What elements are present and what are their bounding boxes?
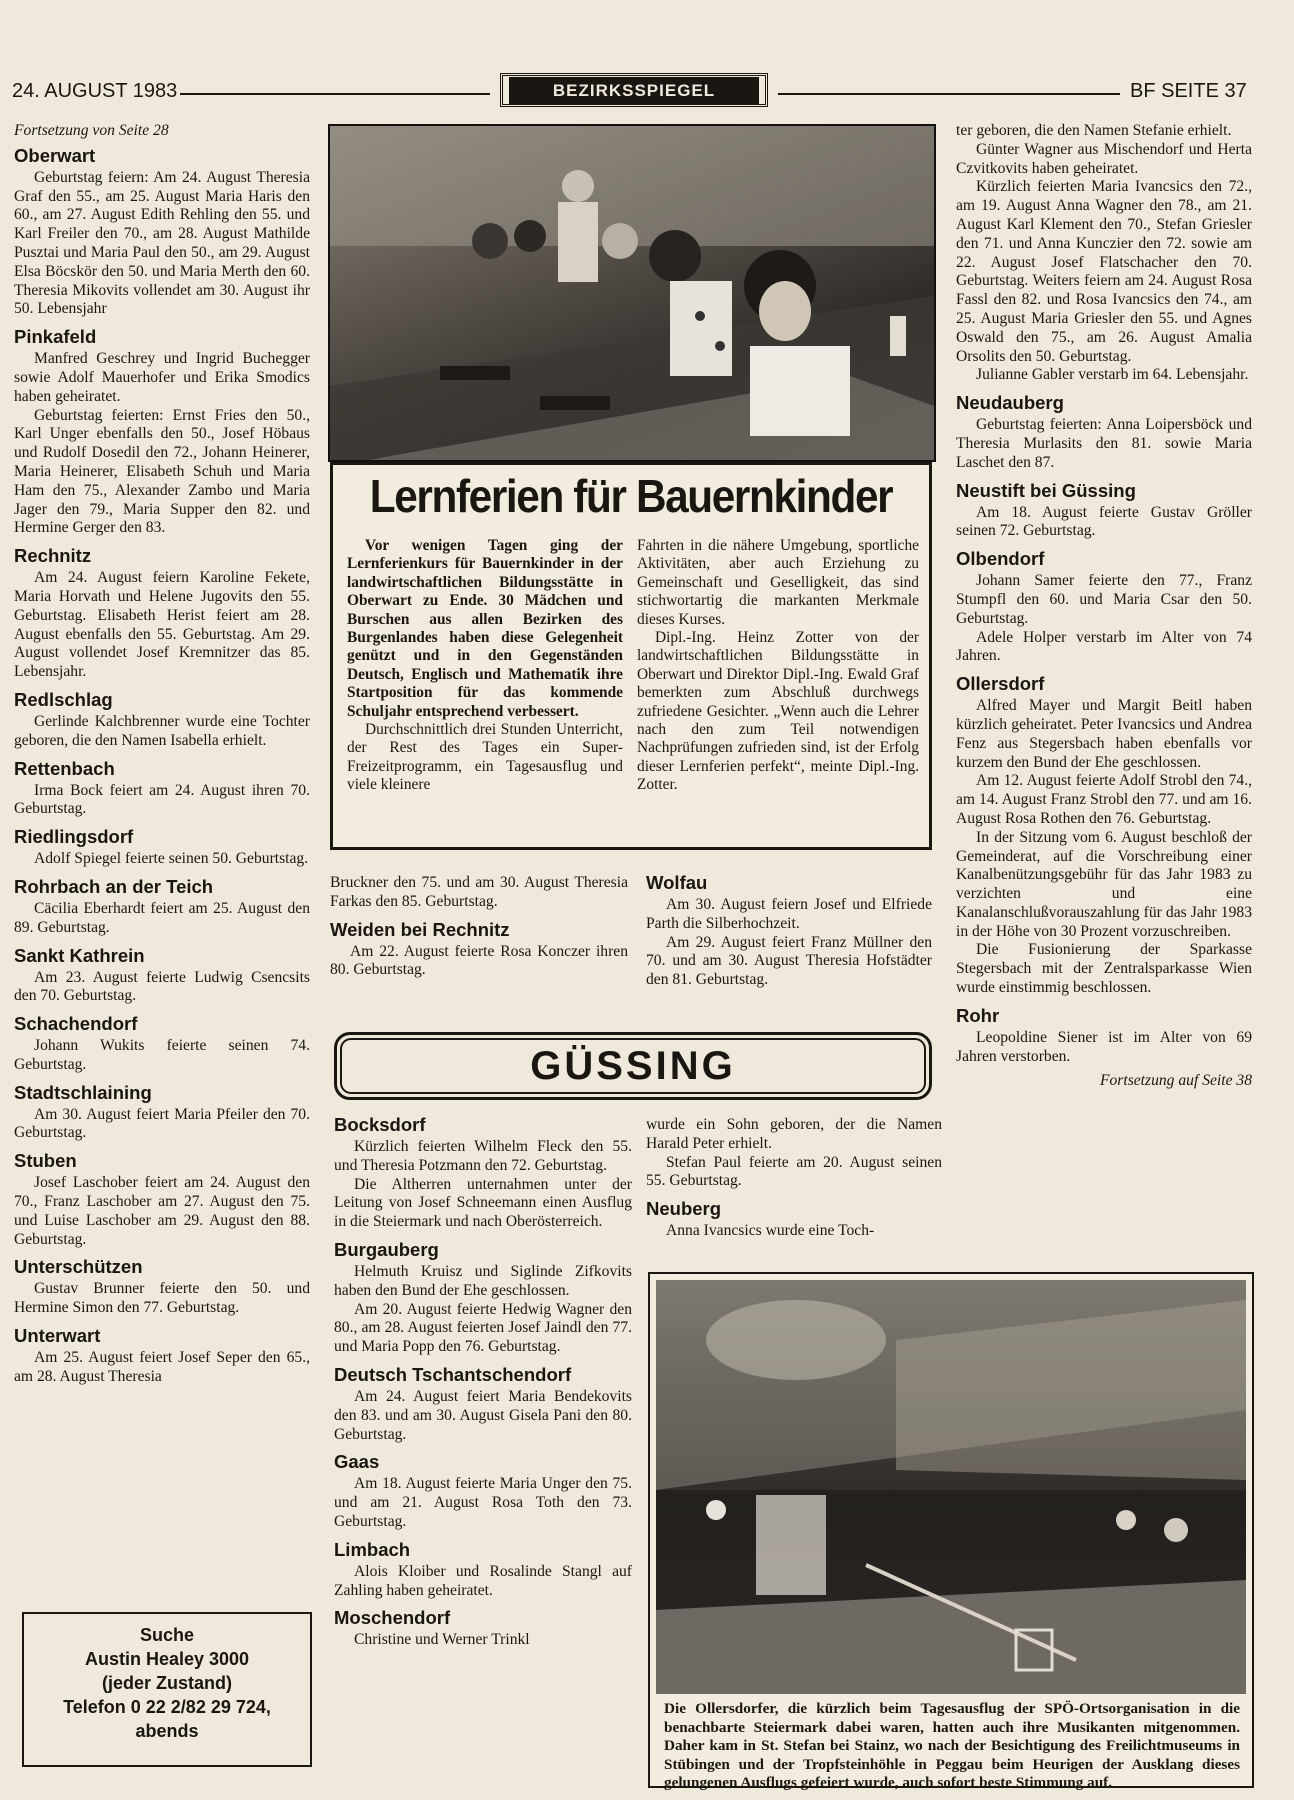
col4-article-paragraph: Julianne Gabler verstarb im 64. Lebensjahr. (976, 366, 1249, 384)
col1-article-heading: Stuben (14, 1150, 77, 1172)
ad-line-4: Telefon 0 22 2/82 29 724, (63, 1697, 271, 1717)
weiden-text: Am 22. August feierte Rosa Konczer ihren 80. Geburtstag. (330, 942, 628, 979)
feature-p2: Durchschnittlich drei Stunden Unterricht, der Rest des Tages ein Super-Freizeitprogramm, ein Tagesausflug und viele kleinere (347, 721, 623, 794)
col1-article-heading: Rohrbach an der Teich (14, 875, 214, 897)
guessing-right-column (646, 1116, 942, 1241)
col1-article-paragraph: Am 25. August feiert Josef Seper den 65., am 28. August Theresia (14, 1349, 310, 1385)
col1-article-paragraph: Geburtstag feierten: Ernst Fries den 50., Karl Unger ebenfalls den 50., Josef Höbaus und Rudolf Dosedil den 72., Johann Heinerer, Maria Heinerer, Elisabeth Schuh und Maria Ham den 75., Alexander Zambo und Maria Jager den 79., Maria Supper den 82. und Hermine Gerger den 83. (14, 406, 310, 537)
col1-article-heading: Redlschlag (14, 688, 113, 710)
neuberg-text: Anna Ivancsics wurde eine Toch- (666, 1222, 875, 1240)
col4-article-paragraph: In der Sitzung vom 6. August beschloß der Gemeinderat, auf die Vorschreibung einer Kanalbenützungsgebühr für das Jahr 1983 zu verzichten und eine Kanalanschlußvorauszahlung für das Jahr 1983 in der Höhe von 30 Prozent vorzuschreiben. (956, 828, 1252, 940)
guessing-article-paragraph: Helmuth Kruisz und Siglinde Zifkovits haben den Bund der Ehe geschlossen. (334, 1262, 632, 1299)
col4-article-paragraph: ter geboren, die den Namen Stefanie erhielt. (956, 122, 1232, 139)
ad-line-2: Austin Healey 3000 (84, 1649, 250, 1669)
col4-article-paragraph: Johann Samer feierte den 77., Franz Stumpfl den 60. und Maria Csar den 50. Geburtstag. (956, 572, 1252, 627)
col1-article-paragraph: Irma Bock feiert am 24. August ihren 70. Geburtstag. (14, 781, 310, 818)
feature-title: Lernferien für Bauernkinder (369, 470, 893, 522)
col4-article-heading: Neudauberg (956, 392, 1064, 414)
photo-caption: Die Ollersdorfer, die kürzlich beim Tagesausflug der SPÖ-Ortsorganisation in die benachbarte Steiermark dabei waren, hatten auch ihre Musikanten mitgenommen. Daher kam in St. Stefan bei Stainz, wo nach der Besichtigung des Freilichtmuseums in Stübingen und der Tropfsteinhöhle in Peggau beim Heurigen der Ausklang dieses gelungenen Ausflugs gefeiert wurde, auch sofort beste Stimmung auf. (664, 1700, 1240, 1792)
guessing-article-paragraph: Kürzlich feierten Wilhelm Fleck den 55. und Theresia Potzmann den 72. Geburtstag. (334, 1138, 632, 1174)
feature-p3: Fahrten in die nähere Umgebung, sportliche Aktivitäten, aber auch Erziehung zu Gemeinschaft und Geselligkeit, das sind stichwortartig die markanten Merkmale dieses Kurses. (637, 537, 919, 628)
photo-lernferien (328, 124, 936, 462)
col4-article-heading: Ollersdorf (956, 673, 1045, 695)
section-label-box (500, 73, 768, 107)
guessing-banner (334, 1032, 932, 1100)
mid-right-column (646, 872, 932, 990)
continued-on: Fortsetzung auf Seite 38 (1099, 1072, 1252, 1090)
guessing-article-heading: Burgauberg (334, 1238, 439, 1260)
continued-from: Fortsetzung von Seite 28 (14, 122, 169, 139)
guessing-article-paragraph: Die Altherren unternahmen unter der Leitung von Josef Schneemann einen Ausflug in die Steiermark und nach Oberösterreich. (334, 1175, 632, 1231)
guessing-article-paragraph: Alois Kloiber und Rosalinde Stangl auf Zahling haben geheiratet. (334, 1562, 632, 1599)
col4-article-paragraph: Alfred Mayer und Margit Beitl haben kürzlich geheiratet. Peter Ivancsics und Andrea Fenz aus Stegersbach haben ebenfalls vor kurzem den Bund der Ehe geschlossen. (956, 697, 1252, 771)
header-page: BF SEITE 37 (1130, 80, 1247, 102)
col1-article-paragraph: Adolf Spiegel feierte seinen 50. Geburtstag. (34, 850, 309, 868)
col4-article-paragraph: Am 18. August feierte Gustav Gröller seinen 72. Geburtstag. (956, 503, 1252, 540)
photo-ollersdorf (656, 1280, 1246, 1694)
guessing-article-heading: Deutsch Tschantschendorf (334, 1363, 572, 1385)
guessing-right-text-2: Stefan Paul feierte am 20. August seinen 55. Geburtstag. (646, 1153, 942, 1190)
ad-line-3: (jeder Zustand) (101, 1673, 232, 1693)
guessing-title: GÜSSING (530, 1043, 736, 1088)
col4-article-paragraph: Günter Wagner aus Mischendorf und Herta Czvitkovits haben geheiratet. (956, 140, 1252, 177)
col4-article-heading: Rohr (956, 1004, 1000, 1026)
header-date: 24. AUGUST 1983 (12, 80, 178, 102)
col1-article-paragraph: Gustav Brunner feierte den 50. und Hermine Simon den 77. Geburtstag. (14, 1280, 310, 1317)
guessing-article-paragraph: Christine und Werner Trinkl (354, 1631, 530, 1649)
col1-article-paragraph: Gerlinde Kalchbrenner wurde eine Tochter geboren, die den Namen Isabella erhielt. (14, 712, 310, 749)
column-4 (956, 122, 1252, 1095)
feature-text-right (637, 537, 919, 795)
col1-article-paragraph: Johann Wukits feierte seinen 74. Geburtstag. (14, 1037, 310, 1073)
feature-text-left (347, 537, 623, 795)
col1-article-paragraph: Josef Laschober feiert am 24. August den 70., Franz Laschober am 27. August den 75. und Luise Laschober am 29. August den 88. Geburtstag. (14, 1174, 310, 1248)
heading-weiden: Weiden bei Rechnitz (330, 918, 510, 940)
column-1 (14, 122, 310, 1387)
col1-article-heading: Rettenbach (14, 757, 115, 779)
col1-article-paragraph: Am 23. August feierte Ludwig Csencsits den 70. Geburtstag. (14, 968, 310, 1005)
guessing-article-heading: Bocksdorf (334, 1114, 426, 1135)
col1-article-heading: Unterwart (14, 1325, 101, 1347)
col1-article-heading: Schachendorf (14, 1013, 138, 1035)
guessing-article-heading: Limbach (334, 1538, 411, 1560)
col1-article-heading: Rechnitz (14, 545, 92, 567)
col4-article-heading: Olbendorf (956, 548, 1045, 570)
guessing-articles (334, 1114, 632, 1650)
col4-article-paragraph: Kürzlich feierten Maria Ivancsics den 72., am 19. August Anna Wagner den 78., am 21. August Karl Klement den 70., Stefan Griesler den 71. und Anna Kunczier den 72. sowie am 22. August Josef Flatschacher den 70. Geburtstag. Weiters feiern am 24. August Rosa Fassl den 82. und Rosa Ivancsics den 74., am 25. August Maria Griesler den 55. und Agnes Oswald den 75., am 26. August Amalia Orsolits den 50. Geburtstag. (956, 178, 1252, 365)
col1-article-heading: Sankt Kathrein (14, 944, 145, 966)
feature-lead: Vor wenigen Tagen ging der Lernferienkurs für Bauernkinder in der landwirtschaftlichen Bildungsstätte in Oberwart zu Ende. 30 Mädchen und Burschen aus allen Bezirken des Burgenlandes haben diese Gelegenheit genützt und in den Gegenständen Deutsch, Englisch und Mathematik ihre Startposition für das kommende Schuljahr entsprechend verbessert. (347, 537, 623, 720)
heading-wolfau: Wolfau (646, 872, 708, 893)
header-rule-right (778, 93, 1120, 95)
wolfau-p1: Am 30. August feiern Josef und Elfriede Parth die Silberhochzeit. (646, 896, 932, 932)
col1-article-paragraph: Cäcilia Eberhardt feiert am 25. August den 89. Geburtstag. (14, 899, 310, 936)
ad-line-1: Suche (139, 1625, 195, 1645)
col4-article-paragraph: Leopoldine Siener ist im Alter von 69 Jahren verstorben. (956, 1028, 1252, 1065)
column-1-articles (14, 145, 310, 1387)
feature-box (330, 462, 932, 850)
feature-p4: Dipl.-Ing. Heinz Zotter von der landwirtschaftlichen Bildungsstätte in Oberwart und Direktor Dipl.-Ing. Ewald Graf bemerkten zum Abschluß durchwegs zufriedene Gesichter. „Wenn auch die Lehrer nach den zum Teil notwendigen Nachprüfungen zufrieden sind, ist der Erfolg dieser Lernferien perfekt“, meinte Dipl.-Ing. Zotter. (637, 629, 919, 794)
col4-article-paragraph: Am 12. August feierte Adolf Strobl den 74., am 14. August Franz Strobl den 77. und am 16. August Rosa Rothen den 76. Geburtstag. (956, 772, 1252, 827)
mid-left-column (330, 874, 628, 980)
col1-article-paragraph: Am 24. August feiern Karoline Fekete, Maria Horvath und Helene Jugovits den 55. Geburtstag. Elisabeth Herist feiert am 28. August ebenfalls den 55. Geburtstag. Am 29. August vollendet Josef Kremnitzer das 85. Lebensjahr. (14, 569, 310, 681)
guessing-article-paragraph: Am 18. August feierte Maria Unger den 75. und am 21. August Rosa Toth den 73. Geburtstag. (334, 1475, 632, 1530)
section-label: BEZIRKSSPIEGEL (509, 77, 759, 105)
photo-ollersdorf-box (648, 1272, 1254, 1792)
col1-article-paragraph: Manfred Geschrey und Ingrid Buchegger sowie Adolf Mauerhofer und Erika Smodics haben geheiratet. (14, 350, 310, 405)
col1-article-heading: Riedlingsdorf (14, 826, 134, 848)
col1-article-heading: Pinkafeld (14, 326, 97, 348)
ad-line-5: abends (135, 1721, 199, 1741)
col4-article-paragraph: Die Fusionierung der Sparkasse Stegersbach mit der Zentralsparkasse Wien wurde einstimmig beschlossen. (956, 941, 1252, 997)
header-rule-left (180, 93, 490, 95)
guessing-left-column (334, 1114, 632, 1650)
guessing-right-text-1: wurde ein Sohn geboren, der die Namen Harald Peter erhielt. (646, 1116, 942, 1152)
wolfau-p2: Am 29. August feiert Franz Müllner den 70. und am 30. August Theresia Hofstädter den 81. Geburtstag. (646, 933, 932, 989)
col1-article-heading: Unterschützen (14, 1256, 143, 1278)
mid-left-continued: Bruckner den 75. und am 30. August Theresia Farkas den 85. Geburtstag. (330, 874, 628, 910)
guessing-article-heading: Gaas (334, 1451, 380, 1473)
guessing-article-heading: Moschendorf (334, 1607, 451, 1629)
guessing-article-paragraph: Am 24. August feiert Maria Bendekovits den 83. und am 30. August Gisela Pani den 80. Geburtstag. (334, 1387, 632, 1443)
col4-article-paragraph: Adele Holper verstarb im Alter von 74 Jahren. (956, 628, 1252, 665)
col4-article-paragraph: Geburtstag feierten: Anna Loipersböck und Theresia Murlasits den 81. sowie Maria Laschet den 87. (956, 416, 1252, 471)
col1-article-heading: Oberwart (14, 144, 96, 166)
classified-ad (22, 1612, 312, 1767)
column-4-articles (956, 122, 1252, 1066)
guessing-banner-inner (340, 1038, 926, 1094)
col1-article-paragraph: Geburtstag feiern: Am 24. August Theresia Graf den 55., am 25. August Maria Haris den 60., am 27. August Edith Rehling den 55. und Karl Freiler den 70., am 28. August Mathilde Pusztai und Maria Paul den 50., am 29. August Elsa Böcskör den 50. und Maria Merth den 60. Theresia Mikovits vollendet am 30. August ihr 50. Lebensjahr (14, 168, 310, 318)
col1-article-heading: Stadtschlaining (14, 1081, 152, 1103)
guessing-article-paragraph: Am 20. August feierte Hedwig Wagner den 80., am 28. August feierten Josef Jaindl den 77. und Maria Popp den 76. Geburtstag. (334, 1300, 632, 1356)
heading-neuberg: Neuberg (646, 1198, 722, 1220)
col1-article-paragraph: Am 30. August feiert Maria Pfeiler den 70. Geburtstag. (14, 1105, 310, 1142)
col4-article-heading: Neustift bei Güssing (956, 479, 1136, 501)
